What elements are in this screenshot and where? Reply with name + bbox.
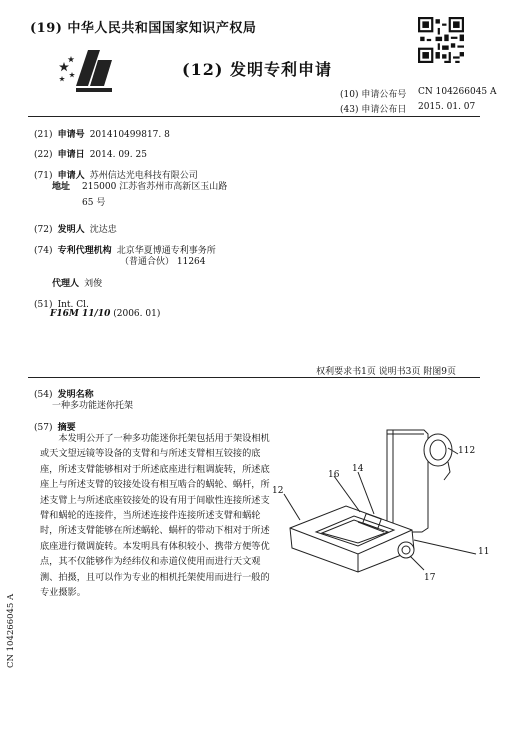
- section-divider: [28, 377, 480, 378]
- label-17: 17: [424, 573, 436, 583]
- agency-label: 专利代理机构: [57, 246, 112, 256]
- publication-date-label: (43) 申请公布日: [340, 105, 407, 115]
- inventor-label: 发明人: [57, 225, 85, 235]
- intcl-label: Int. Cl.: [57, 300, 89, 310]
- application-number-row: (21) 申请号 201410499817. 8: [34, 130, 170, 140]
- intcl-value: F16M 11/10: [50, 309, 111, 319]
- agency-line-2: （普通合伙） 11264: [120, 257, 206, 267]
- label-16: 16: [328, 470, 340, 480]
- abstract-label: 摘要: [57, 423, 76, 433]
- agent-label: 代理人: [52, 279, 80, 289]
- device-drawing: [262, 420, 484, 595]
- document-type: (12) 发明专利申请: [182, 60, 332, 79]
- abstract-text: 本发明公开了一种多功能迷你托架包括用于架设相机或天文望远镜等设备的支臂和与所述支臂相互铰接的底座，所述支臂能够相对于所述底座进行粗调旋转，所述底座上与所述支臂的铰接处设有相互啮合的蜗轮、蜗杆，所述支臂上与所述底座铰接处的设有用于间歇性连接所述支臂和蜗轮的连接件，当所述连接件连接所述支臂和蜗轮时，所述支臂能够在所述蜗轮、蜗杆的带动下相对于所述底座进行微调旋转。本发明具有体积较小、携带方便等优点，其不仅能够作为经纬仪和赤道仪使用而进行天文观测、拍摄，且可以作为专业的相机托架使用而进行一般的专业摄影。: [40, 433, 270, 599]
- side-publication-number: CN 104266045 A: [6, 593, 16, 668]
- application-date-label: 申请日: [57, 150, 85, 160]
- intcl-version: (2006. 01): [113, 309, 161, 319]
- office-name: (19) 中华人民共和国国家知识产权局: [30, 21, 257, 36]
- label-14: 14: [352, 464, 364, 474]
- publication-date: 2015. 01. 07: [418, 102, 476, 112]
- address-line-2: 65 号: [82, 198, 106, 208]
- intcl-classification: [50, 309, 160, 319]
- publication-number: CN 104266045 A: [418, 87, 497, 97]
- qr-code-icon: [418, 17, 464, 63]
- title-row: (54) 发明名称: [34, 390, 94, 400]
- title-label: 发明名称: [57, 390, 94, 400]
- agent: 刘俊: [84, 279, 103, 289]
- page-counts: 权利要求书1页 说明书3页 附图9页: [316, 367, 456, 377]
- label-112: 112: [458, 446, 476, 456]
- label-12: 12: [272, 486, 284, 496]
- application-number: 201410499817. 8: [89, 130, 170, 140]
- agent-row: [52, 271, 102, 290]
- office-logo-icon: [58, 46, 116, 94]
- agency-line-1: 北京华夏博通专利事务所: [116, 246, 216, 256]
- applicant-label: 申请人: [57, 171, 85, 181]
- address-label: 地址: [52, 182, 71, 192]
- applicant-row: (71) 申请人 苏州信达光电科技有限公司: [34, 171, 198, 181]
- agency-row: (74) 专利代理机构 北京华夏博通专利事务所: [34, 246, 216, 256]
- application-date-row: (22) 申请日 2014. 09. 25: [34, 150, 147, 160]
- application-date: 2014. 09. 25: [89, 150, 147, 160]
- publication-number-label: (10) 申请公布号: [340, 90, 407, 100]
- applicant: 苏州信达光电科技有限公司: [89, 171, 198, 181]
- intcl-row: (51) Int. Cl.: [34, 300, 89, 310]
- inventor: 沈达忠: [89, 225, 117, 235]
- invention-title: 一种多功能迷你托架: [52, 401, 134, 411]
- abstract-heading: (57) 摘要: [34, 423, 76, 433]
- inventor-row: (72) 发明人 沈达忠: [34, 225, 117, 235]
- header-divider: [28, 116, 480, 117]
- address-line-1: 215000 江苏省苏州市高新区玉山路: [82, 182, 228, 192]
- application-number-label: 申请号: [57, 130, 85, 140]
- label-11: 11: [478, 547, 490, 557]
